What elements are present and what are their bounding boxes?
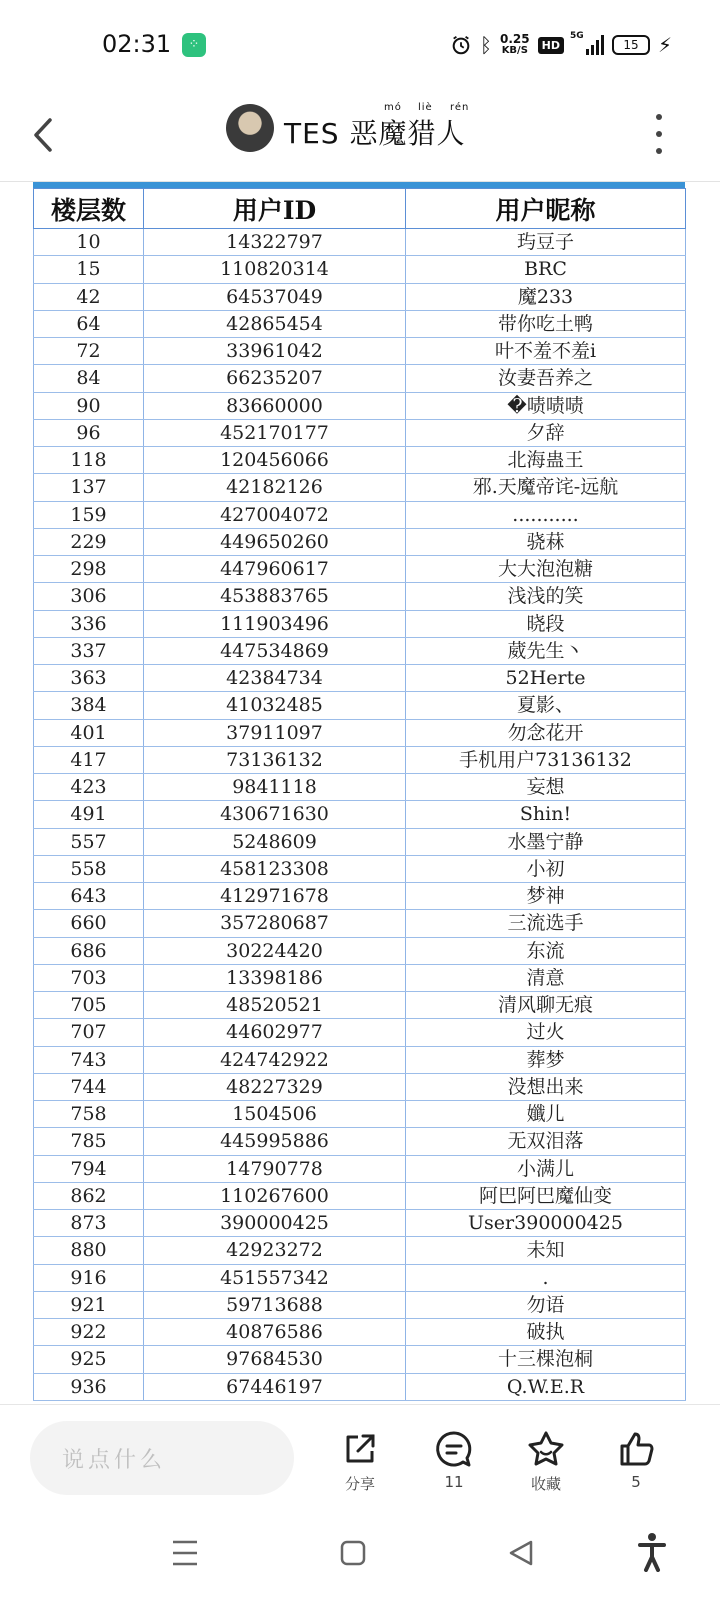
nickname-cell: 没想出来	[406, 1073, 686, 1100]
nickname-cell: 清意	[406, 964, 686, 991]
floor-cell: 703	[34, 964, 144, 991]
user-id-cell: 453883765	[144, 583, 406, 610]
more-dot-icon	[656, 114, 662, 120]
user-id-cell: 42182126	[144, 474, 406, 501]
status-icons	[450, 30, 672, 60]
user-id-cell: 9841118	[144, 774, 406, 801]
nickname-cell: Q.W.E.R	[406, 1373, 686, 1400]
nickname-cell: 北海蛊王	[406, 447, 686, 474]
post-header	[0, 92, 720, 182]
table-row	[34, 256, 686, 283]
table-row	[34, 610, 686, 637]
table-row	[34, 1046, 686, 1073]
user-id-cell: 451557342	[144, 1264, 406, 1291]
nickname-cell: 小初	[406, 855, 686, 882]
user-id-cell: 458123308	[144, 855, 406, 882]
nickname-cell: 小满儿	[406, 1155, 686, 1182]
user-id-cell: 412971678	[144, 883, 406, 910]
user-id-cell: 447534869	[144, 637, 406, 664]
table-row	[34, 1237, 686, 1264]
floor-cell: 873	[34, 1210, 144, 1237]
user-id-cell: 110267600	[144, 1182, 406, 1209]
floor-cell: 936	[34, 1373, 144, 1400]
floor-cell: 707	[34, 1019, 144, 1046]
table-row	[34, 828, 686, 855]
table-row	[34, 746, 686, 773]
user-id-cell: 445995886	[144, 1128, 406, 1155]
floor-cell: 743	[34, 1046, 144, 1073]
thumbs-up-icon	[616, 1429, 656, 1469]
status-bar	[0, 0, 720, 92]
nickname-cell: 晓段	[406, 610, 686, 637]
nickname-cell: 葳先生丶	[406, 637, 686, 664]
table-row	[34, 556, 686, 583]
table-row	[34, 583, 686, 610]
user-id-cell: 430671630	[144, 801, 406, 828]
floor-cell: 84	[34, 365, 144, 392]
user-id-cell: 111903496	[144, 610, 406, 637]
floor-cell: 159	[34, 501, 144, 528]
table-row	[34, 229, 686, 256]
nickname-cell: BRC	[406, 256, 686, 283]
nickname-cell: 十三棵泡桐	[406, 1346, 686, 1373]
table-row	[34, 910, 686, 937]
table-row	[34, 1210, 686, 1237]
user-id-cell: 59713688	[144, 1291, 406, 1318]
table-row	[34, 992, 686, 1019]
user-id-cell: 40876586	[144, 1319, 406, 1346]
user-id-cell: 447960617	[144, 556, 406, 583]
floor-user-table	[33, 188, 686, 1401]
network-speed: 0.25 KB/S	[500, 32, 530, 56]
back-nav-icon[interactable]	[508, 1538, 534, 1568]
table-row	[34, 1073, 686, 1100]
nickname-cell: 手机用户73136132	[406, 746, 686, 773]
table-row	[34, 801, 686, 828]
nickname-cell: 阿巴阿巴魔仙变	[406, 1182, 686, 1209]
nickname-cell: 妄想	[406, 774, 686, 801]
table-row	[34, 1291, 686, 1318]
user-id-cell: 449650260	[144, 528, 406, 555]
floor-cell: 880	[34, 1237, 144, 1264]
nickname-cell: �啧啧啧	[406, 392, 686, 419]
user-id-cell: 83660000	[144, 392, 406, 419]
user-id-cell: 42384734	[144, 665, 406, 692]
table-row	[34, 1101, 686, 1128]
nickname-cell: 破执	[406, 1319, 686, 1346]
floor-cell: 925	[34, 1346, 144, 1373]
favorite-label: 收藏	[530, 1475, 561, 1493]
nickname-cell: .	[406, 1264, 686, 1291]
table-row	[34, 365, 686, 392]
nickname-cell: 大大泡泡糖	[406, 556, 686, 583]
column-header-nickname: 用户昵称	[406, 189, 686, 229]
column-header-floor: 楼层数	[34, 189, 144, 229]
table-row	[34, 1319, 686, 1346]
table-header-row	[34, 189, 686, 229]
floor-cell: 921	[34, 1291, 144, 1318]
user-id-cell: 357280687	[144, 910, 406, 937]
table-row	[34, 1128, 686, 1155]
nickname-cell: 清风聊无痕	[406, 992, 686, 1019]
nickname-cell: 无双泪落	[406, 1128, 686, 1155]
author-name[interactable]: TES 恶魔猎人 mó liè rén	[284, 102, 470, 150]
comment-button[interactable]	[424, 1429, 484, 1491]
table-row	[34, 1373, 686, 1400]
table-row	[34, 855, 686, 882]
nickname-cell: 玙豆子	[406, 229, 686, 256]
table-row	[34, 692, 686, 719]
nickname-cell: 东流	[406, 937, 686, 964]
table-row	[34, 1346, 686, 1373]
floor-cell: 417	[34, 746, 144, 773]
floor-cell: 363	[34, 665, 144, 692]
floor-cell: 643	[34, 883, 144, 910]
nickname-cell: 邪.天魔帝诧-远航	[406, 474, 686, 501]
user-id-cell: 97684530	[144, 1346, 406, 1373]
user-id-cell: 14790778	[144, 1155, 406, 1182]
user-id-cell: 390000425	[144, 1210, 406, 1237]
floor-cell: 64	[34, 310, 144, 337]
share-button[interactable]	[330, 1429, 390, 1494]
user-id-cell: 30224420	[144, 937, 406, 964]
nickname-cell: 水墨宁静	[406, 828, 686, 855]
nickname-cell: 骁菻	[406, 528, 686, 555]
comment-icon	[434, 1429, 474, 1469]
nickname-cell: 带你吃土鸭	[406, 310, 686, 337]
bluetooth-icon: ᛒ	[480, 33, 492, 57]
nickname-cell: 浅浅的笑	[406, 583, 686, 610]
table-row	[34, 283, 686, 310]
author-avatar[interactable]	[226, 104, 274, 152]
user-id-cell: 14322797	[144, 229, 406, 256]
comment-count: 11	[444, 1473, 464, 1491]
back-button[interactable]	[26, 110, 66, 160]
table-row	[34, 419, 686, 446]
home-icon[interactable]	[340, 1538, 366, 1568]
table-row	[34, 338, 686, 365]
floor-cell: 401	[34, 719, 144, 746]
app-notification-icon: ⁘	[182, 33, 206, 57]
more-dot-icon	[656, 131, 662, 137]
nickname-cell: User390000425	[406, 1210, 686, 1237]
star-icon	[526, 1429, 566, 1469]
user-id-cell: 13398186	[144, 964, 406, 991]
table-row	[34, 964, 686, 991]
floor-cell: 557	[34, 828, 144, 855]
nickname-cell: 孅儿	[406, 1101, 686, 1128]
table-row	[34, 392, 686, 419]
nickname-cell: 52Herte	[406, 665, 686, 692]
floor-cell: 491	[34, 801, 144, 828]
table-row	[34, 501, 686, 528]
comment-input[interactable]: 说点什么	[30, 1421, 294, 1495]
floor-cell: 118	[34, 447, 144, 474]
table-row	[34, 665, 686, 692]
user-id-cell: 64537049	[144, 283, 406, 310]
menu-icon[interactable]	[172, 1538, 198, 1568]
more-options-button[interactable]	[654, 114, 664, 154]
floor-cell: 922	[34, 1319, 144, 1346]
floor-cell: 15	[34, 256, 144, 283]
share-icon	[340, 1429, 380, 1469]
spreadsheet	[33, 182, 685, 1401]
floor-cell: 558	[34, 855, 144, 882]
user-id-cell: 66235207	[144, 365, 406, 392]
table-row	[34, 310, 686, 337]
floor-cell: 306	[34, 583, 144, 610]
floor-cell: 384	[34, 692, 144, 719]
floor-cell: 423	[34, 774, 144, 801]
floor-cell: 298	[34, 556, 144, 583]
nickname-cell: 勿语	[406, 1291, 686, 1318]
floor-cell: 785	[34, 1128, 144, 1155]
bottom-action-bar	[0, 1404, 720, 1510]
nickname-cell: 未知	[406, 1237, 686, 1264]
battery-icon: 15	[612, 35, 650, 55]
user-id-cell: 42923272	[144, 1237, 406, 1264]
alarm-icon	[450, 34, 472, 56]
floor-cell: 42	[34, 283, 144, 310]
like-count: 5	[631, 1473, 641, 1491]
user-id-cell: 41032485	[144, 692, 406, 719]
user-id-cell: 37911097	[144, 719, 406, 746]
system-nav-bar	[0, 1510, 720, 1600]
table-row	[34, 474, 686, 501]
floor-cell: 229	[34, 528, 144, 555]
table-row	[34, 1182, 686, 1209]
floor-cell: 660	[34, 910, 144, 937]
floor-cell: 862	[34, 1182, 144, 1209]
floor-cell: 72	[34, 338, 144, 365]
floor-cell: 10	[34, 229, 144, 256]
floor-cell: 794	[34, 1155, 144, 1182]
user-id-cell: 67446197	[144, 1373, 406, 1400]
floor-cell: 96	[34, 419, 144, 446]
floor-cell: 705	[34, 992, 144, 1019]
floor-cell: 336	[34, 610, 144, 637]
user-id-cell: 452170177	[144, 419, 406, 446]
user-id-cell: 427004072	[144, 501, 406, 528]
nickname-cell: 汝妻吾养之	[406, 365, 686, 392]
table-row	[34, 637, 686, 664]
user-id-cell: 44602977	[144, 1019, 406, 1046]
post-image[interactable]	[0, 182, 720, 1404]
floor-cell: 686	[34, 937, 144, 964]
more-dot-icon	[656, 148, 662, 154]
like-button[interactable]	[606, 1429, 666, 1491]
user-id-cell: 42865454	[144, 310, 406, 337]
floor-cell: 90	[34, 392, 144, 419]
floor-cell: 744	[34, 1073, 144, 1100]
user-id-cell: 424742922	[144, 1046, 406, 1073]
favorite-button[interactable]	[516, 1429, 576, 1494]
status-time: 02:31	[102, 30, 172, 58]
user-id-cell: 73136132	[144, 746, 406, 773]
nickname-cell: 叶不羞不羞i	[406, 338, 686, 365]
table-row	[34, 1019, 686, 1046]
table-row	[34, 883, 686, 910]
table-body	[34, 229, 686, 1401]
floor-cell: 916	[34, 1264, 144, 1291]
charging-icon: ⚡	[657, 33, 672, 57]
floor-cell: 337	[34, 637, 144, 664]
nickname-cell: 过火	[406, 1019, 686, 1046]
nickname-cell: ...........	[406, 501, 686, 528]
table-row	[34, 1155, 686, 1182]
user-id-cell: 5248609	[144, 828, 406, 855]
table-row	[34, 937, 686, 964]
nickname-cell: 勿念花开	[406, 719, 686, 746]
user-id-cell: 33961042	[144, 338, 406, 365]
nickname-cell: 梦神	[406, 883, 686, 910]
nickname-cell: 夏影、	[406, 692, 686, 719]
accessibility-icon[interactable]	[638, 1532, 666, 1572]
nickname-cell: 魔233	[406, 283, 686, 310]
user-id-cell: 1504506	[144, 1101, 406, 1128]
nickname-cell: 三流选手	[406, 910, 686, 937]
table-row	[34, 774, 686, 801]
hd-badge: HD	[538, 37, 564, 54]
user-id-cell: 120456066	[144, 447, 406, 474]
signal-icon: 5G	[572, 35, 604, 55]
table-row	[34, 528, 686, 555]
column-header-user-id: 用户ID	[144, 189, 406, 229]
table-row	[34, 719, 686, 746]
nickname-cell: Shin!	[406, 801, 686, 828]
user-id-cell: 110820314	[144, 256, 406, 283]
share-label: 分享	[344, 1475, 375, 1493]
floor-cell: 758	[34, 1101, 144, 1128]
nickname-cell: 葬梦	[406, 1046, 686, 1073]
user-id-cell: 48227329	[144, 1073, 406, 1100]
floor-cell: 137	[34, 474, 144, 501]
nickname-cell: 夕辞	[406, 419, 686, 446]
user-id-cell: 48520521	[144, 992, 406, 1019]
table-row	[34, 1264, 686, 1291]
table-row	[34, 447, 686, 474]
